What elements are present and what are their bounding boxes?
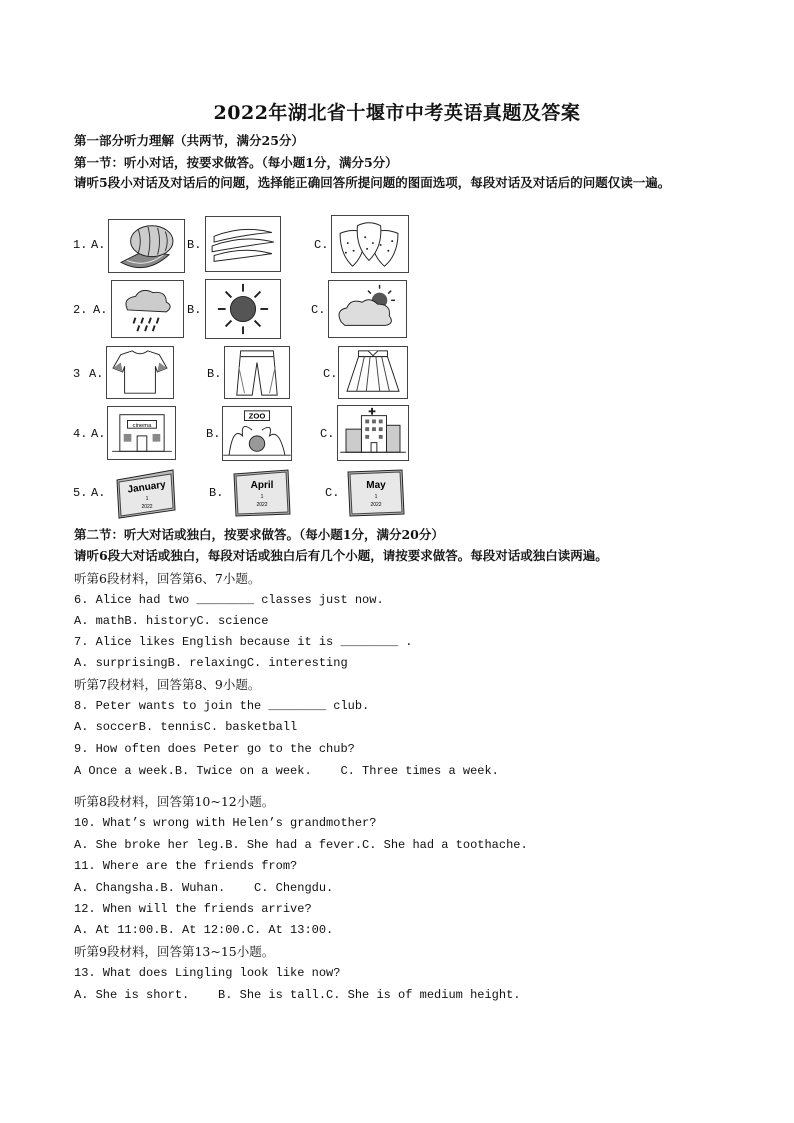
option-letter: A. bbox=[91, 486, 106, 500]
tshirt-icon bbox=[106, 346, 174, 399]
list-item: 听第7段材料，回答第8、9小题。 bbox=[74, 677, 261, 692]
option-letter: C. bbox=[311, 303, 326, 317]
question-number: 1. bbox=[73, 238, 88, 252]
cinema-sign-text: cinema bbox=[132, 423, 152, 430]
option-letter: B. bbox=[206, 427, 221, 441]
option-letter: A. bbox=[91, 238, 106, 252]
list-item: 11. Where are the friends from? bbox=[74, 859, 298, 873]
calendar-april-icon bbox=[226, 466, 296, 520]
calendar-year-text: 2022 bbox=[256, 502, 268, 508]
option-letter: B. bbox=[207, 367, 222, 381]
list-item: 9. How often does Peter go to the chub? bbox=[74, 742, 355, 756]
calendar-day-text: 1 bbox=[260, 494, 264, 500]
list-item: 听第8段材料，回答第10~12小题。 bbox=[74, 794, 275, 809]
list-item: A Once a week.B. Twice on a week. C. Three times a week. bbox=[74, 764, 499, 778]
list-item: A. Changsha.B. Wuhan. C. Chengdu. bbox=[74, 881, 334, 895]
option-letter: B. bbox=[187, 303, 202, 317]
question-list bbox=[74, 568, 528, 1006]
calendar-day-text: 1 bbox=[374, 494, 378, 500]
option-letter: A. bbox=[93, 303, 108, 317]
option-letter: C. bbox=[323, 367, 338, 381]
trousers-icon bbox=[224, 346, 290, 399]
hospital-icon bbox=[337, 405, 409, 461]
question-number: 5. bbox=[73, 486, 88, 500]
list-item: A. mathB. historyC. science bbox=[74, 614, 269, 628]
page-title: 2022年湖北省十堰市中考英语真题及答案 bbox=[213, 102, 581, 124]
section2-heading: 第二节：听大对话或独白，按要求做答。（每小题1分，满分20分） bbox=[74, 527, 444, 542]
list-item: 听第6段材料，回答第6、7小题。 bbox=[74, 571, 261, 586]
rain-icon bbox=[111, 280, 184, 338]
calendar-month-text: April bbox=[250, 480, 274, 491]
calendar-january-icon bbox=[109, 466, 181, 521]
zoo-sign-text: ZOO bbox=[248, 411, 266, 421]
calendar-may-icon bbox=[340, 466, 410, 521]
question-number: 4. bbox=[73, 427, 88, 441]
option-letter: C. bbox=[325, 486, 340, 500]
list-item: 8. Peter wants to join the ________ club. bbox=[74, 699, 370, 713]
skirt-icon bbox=[338, 346, 408, 399]
option-letter: A. bbox=[89, 367, 104, 381]
zoo-icon bbox=[222, 406, 292, 461]
list-item: 7. Alice likes English because it is ________ . bbox=[74, 635, 413, 649]
list-item: A. surprisingB. relaxingC. interesting bbox=[74, 656, 348, 670]
calendar-month-text: May bbox=[366, 480, 386, 491]
banana-icon bbox=[205, 216, 281, 272]
section1-heading: 第一节：听小对话，按要求做答。（每小题1分，满分5分） bbox=[74, 155, 398, 170]
list-item: 听第9段材料，回答第13~15小题。 bbox=[74, 944, 275, 959]
question-number: 3 bbox=[73, 367, 81, 381]
option-letter: C. bbox=[314, 238, 329, 252]
calendar-year-text: 2022 bbox=[141, 504, 153, 510]
option-letter: C. bbox=[320, 427, 335, 441]
section1-instruction: 请听5段小对话及对话后的问题，选择能正确回答所提问题的图面选项，每段对话及对话后的问题仅读一遍。 bbox=[74, 175, 671, 190]
section2-instruction: 请听6段大对话或独白，每段对话或独白后有几个小题，请按要求做答。每段对话或独白读两遍。 bbox=[74, 548, 608, 563]
list-item: 6. Alice had two ________ classes just now. bbox=[74, 593, 384, 607]
sun-icon bbox=[205, 279, 281, 339]
list-item: 13. What does Lingling look like now? bbox=[74, 966, 341, 980]
list-item: A. She broke her leg.B. She had a fever.C. She had a toothache. bbox=[74, 838, 528, 852]
part1-heading: 第一部分听力理解（共两节，满分25分） bbox=[74, 133, 304, 148]
cloudy-icon bbox=[328, 280, 407, 338]
calendar-day-text: 1 bbox=[145, 496, 149, 502]
strawberry-icon bbox=[331, 215, 409, 273]
option-letter: A. bbox=[91, 427, 106, 441]
list-item: A. soccerB. tennisC. basketball bbox=[74, 720, 298, 734]
list-item: 10. What’s wrong with Helen’s grandmother? bbox=[74, 816, 377, 830]
calendar-year-text: 2022 bbox=[370, 502, 382, 508]
list-item: A. She is short. B. She is tall.C. She is of medium height. bbox=[74, 988, 521, 1002]
cinema-icon bbox=[107, 406, 176, 460]
option-letter: B. bbox=[209, 486, 224, 500]
list-item: 12. When will the friends arrive? bbox=[74, 902, 312, 916]
list-item: A. At 11:00.B. At 12:00.C. At 13:00. bbox=[74, 923, 334, 937]
question-number: 2. bbox=[73, 303, 88, 317]
watermelon-icon bbox=[108, 219, 185, 273]
calendar-month-text: January bbox=[126, 479, 167, 496]
option-letter: B. bbox=[187, 238, 202, 252]
